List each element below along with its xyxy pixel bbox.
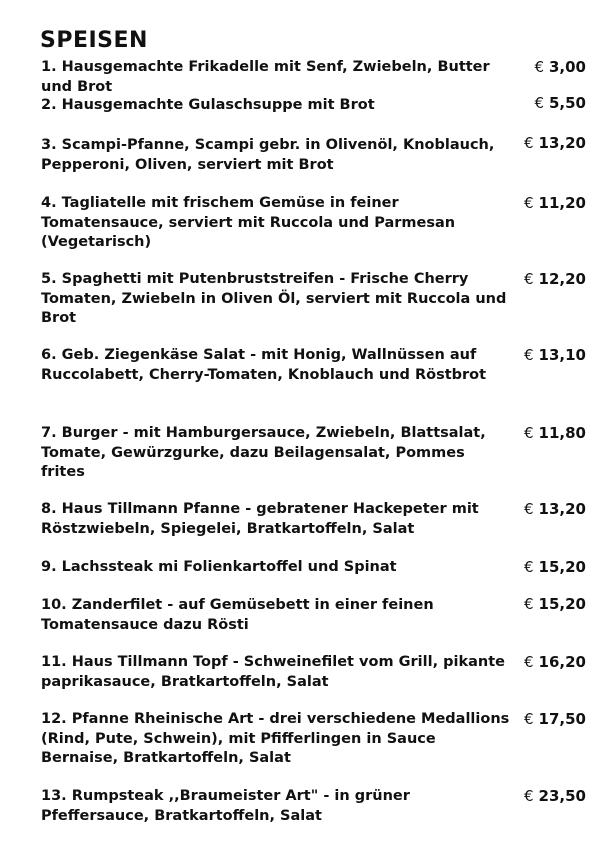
menu-item-9 <box>41 558 511 578</box>
item-description: Lachssteak mi Folienkartoffel und Spinat <box>61 559 397 575</box>
item-description: Geb. Ziegenkäse Salat - mit Honig, Wallnüssen auf Ruccolabett, Cherry-Tomaten, Knoblauch und Röstbrot <box>41 347 487 383</box>
item-number: 13. <box>41 788 72 804</box>
price-value: 15,20 <box>538 558 586 576</box>
price-value: 13,20 <box>538 134 586 152</box>
item-description: Haus Tillmann Topf - Schweinefilet vom Grill, pikante paprikasauce, Bratkartoffeln, Salat <box>41 654 505 690</box>
item-price-7 <box>494 424 586 444</box>
currency-symbol: € <box>534 94 544 112</box>
currency-symbol: € <box>524 595 534 613</box>
currency-symbol: € <box>524 270 534 288</box>
currency-symbol: € <box>524 710 534 728</box>
menu-item-2 <box>41 96 511 116</box>
currency-symbol: € <box>524 424 534 442</box>
item-number: 12. <box>41 711 72 727</box>
currency-symbol: € <box>524 194 534 212</box>
price-value: 13,10 <box>538 346 586 364</box>
item-number: 5. <box>41 271 62 287</box>
currency-symbol: € <box>534 58 544 76</box>
menu-item-12 <box>41 710 511 769</box>
item-description: Tagliatelle mit frischem Gemüse in feiner Tomatensauce, serviert mit Ruccola und Parmesan (Vegetarisch) <box>41 195 456 250</box>
item-description: Pfanne Rheinische Art - drei verschiedene Medallions (Rind, Pute, Schwein), mit Pfifferlingen in Sauce Bernaise, Bratkartoffeln, Salat <box>41 711 510 766</box>
menu-item-6 <box>41 346 511 385</box>
currency-symbol: € <box>524 558 534 576</box>
item-price-11 <box>494 653 586 673</box>
price-value: 16,20 <box>538 653 586 671</box>
item-description: Zanderfilet - auf Gemüsebett in einer feinen Tomatensauce dazu Rösti <box>41 597 434 633</box>
item-price-1 <box>494 58 586 78</box>
item-description: Spaghetti mit Putenbruststreifen - Frische Cherry Tomaten, Zwiebeln in Oliven Öl, serviert mit Ruccola und Brot <box>41 271 507 326</box>
menu-item-11 <box>41 653 511 692</box>
item-description: Rumpsteak ,,Braumeister Art" - in grüner Pfeffersauce, Bratkartoffeln, Salat <box>41 788 410 824</box>
price-value: 11,20 <box>538 194 586 212</box>
item-number: 2. <box>41 97 62 113</box>
item-description: Haus Tillmann Pfanne - gebratener Hackepeter mit Röstzwiebeln, Spiegelei, Bratkartoffeln, Salat <box>41 501 479 537</box>
item-price-10 <box>494 595 586 615</box>
item-number: 3. <box>41 137 62 153</box>
item-description: Scampi-Pfanne, Scampi gebr. in Olivenöl, Knoblauch, Pepperoni, Oliven, serviert mit Brot <box>41 137 495 173</box>
item-price-9 <box>494 558 586 578</box>
menu-item-3 <box>41 136 511 175</box>
price-value: 11,80 <box>538 424 586 442</box>
currency-symbol: € <box>524 346 534 364</box>
item-number: 1. <box>41 59 62 75</box>
item-number: 7. <box>41 425 62 441</box>
menu-item-13 <box>41 787 511 826</box>
currency-symbol: € <box>524 134 534 152</box>
price-value: 5,50 <box>548 94 586 112</box>
menu-item-8 <box>41 500 511 539</box>
item-price-2 <box>494 94 586 114</box>
item-number: 6. <box>41 347 62 363</box>
price-value: 12,20 <box>538 270 586 288</box>
menu-item-5 <box>41 270 511 329</box>
item-price-13 <box>494 787 586 807</box>
item-price-4 <box>494 194 586 214</box>
menu-item-7 <box>41 424 511 483</box>
menu-item-4 <box>41 194 511 253</box>
menu-title: SPEISEN <box>40 28 148 53</box>
item-price-12 <box>494 710 586 730</box>
price-value: 15,20 <box>538 595 586 613</box>
currency-symbol: € <box>524 787 534 805</box>
item-number: 9. <box>41 559 62 575</box>
item-description: Hausgemachte Frikadelle mit Senf, Zwiebeln, Butter und Brot <box>41 59 490 95</box>
price-value: 13,20 <box>538 500 586 518</box>
item-number: 4. <box>41 195 62 211</box>
currency-symbol: € <box>524 653 534 671</box>
item-number: 11. <box>41 654 72 670</box>
price-value: 3,00 <box>548 58 586 76</box>
item-number: 10. <box>41 597 72 613</box>
price-value: 23,50 <box>538 787 586 805</box>
item-price-6 <box>494 346 586 366</box>
item-description: Hausgemachte Gulaschsuppe mit Brot <box>61 97 375 113</box>
currency-symbol: € <box>524 500 534 518</box>
item-number: 8. <box>41 501 62 517</box>
price-value: 17,50 <box>538 710 586 728</box>
menu-item-1 <box>41 58 511 97</box>
item-price-3 <box>494 134 586 154</box>
menu-item-10 <box>41 596 511 635</box>
item-price-5 <box>494 270 586 290</box>
item-price-8 <box>494 500 586 520</box>
item-description: Burger - mit Hamburgersauce, Zwiebeln, Blattsalat, Tomate, Gewürzgurke, dazu Beilagensalat, Pommes frites <box>41 425 486 480</box>
